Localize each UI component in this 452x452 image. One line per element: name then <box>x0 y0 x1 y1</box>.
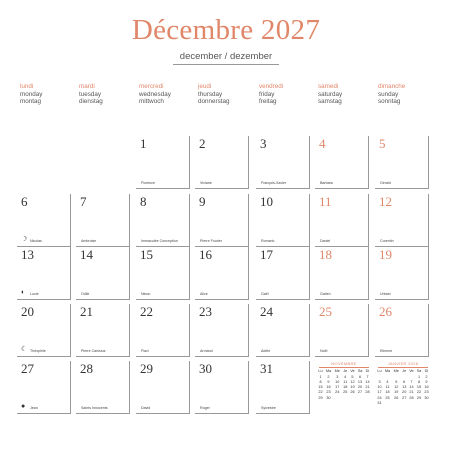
mini-calendar-day: 4 <box>386 379 389 384</box>
day-number: 15 <box>140 247 153 262</box>
saint-name: Jean <box>30 406 38 410</box>
mini-calendar-day: 10 <box>335 379 340 384</box>
weekday-label-en: wednesday <box>139 90 171 98</box>
day-cell <box>136 247 190 300</box>
day-cell <box>256 247 310 300</box>
saint-name: Barbara <box>320 181 333 185</box>
mini-calendar-day: 6 <box>403 379 406 384</box>
day-cell <box>256 361 310 414</box>
weekday-header <box>378 83 436 106</box>
moon-phase-icon: ◐ <box>21 289 26 296</box>
weekday-label-en: sunday <box>378 90 399 98</box>
mini-calendar-day <box>333 400 342 405</box>
mini-calendar-day: 22 <box>416 390 422 395</box>
mini-calendar-day: 23 <box>326 390 331 395</box>
day-number: 26 <box>379 304 392 319</box>
mini-calendar-weekday: Lu <box>318 369 323 374</box>
day-cell <box>375 247 429 300</box>
saint-name: Daniel <box>320 239 331 243</box>
mini-calendar-day: 15 <box>416 385 422 390</box>
day-number: 27 <box>21 361 34 376</box>
mini-calendar-day <box>392 400 401 405</box>
saint-name: David <box>141 406 151 410</box>
saint-name: Roger <box>200 406 210 410</box>
mini-calendar-weekday: Ma <box>384 369 391 374</box>
day-number: 12 <box>379 194 392 209</box>
saint-name: Pierre Fourier <box>200 239 222 243</box>
mini-calendar-day: 29 <box>318 395 323 400</box>
weekday-label-en: thursday <box>198 90 223 98</box>
day-cell <box>315 304 369 357</box>
saint-name: Gatien <box>320 292 331 296</box>
day-number: 18 <box>319 247 332 262</box>
mini-calendar-day: 8 <box>417 379 421 384</box>
day-number: 17 <box>260 247 273 262</box>
mini-calendar-table <box>376 369 430 406</box>
day-number: 25 <box>319 304 332 319</box>
mini-calendar-day: 9 <box>425 379 428 384</box>
mini-calendar-day: 20 <box>402 390 407 395</box>
day-cell <box>136 361 190 414</box>
weekday-label-fr: lundi <box>20 83 34 90</box>
day-number: 1 <box>140 136 147 151</box>
moon-phase-icon: ☽ <box>21 236 28 243</box>
day-cell <box>136 304 190 357</box>
mini-calendar-day <box>317 400 324 405</box>
mini-calendar-day <box>349 400 356 405</box>
mini-calendar-day: 27 <box>402 395 407 400</box>
mini-calendar-day <box>364 400 371 405</box>
mini-calendar-day: 16 <box>424 385 429 390</box>
mini-calendar-title: NOVEMBRE <box>331 361 357 366</box>
mini-calendar-day: 28 <box>409 395 414 400</box>
mini-calendar-week <box>376 400 430 405</box>
day-number: 21 <box>80 304 93 319</box>
saint-name: Gérald <box>380 181 391 185</box>
day-cell <box>76 194 130 247</box>
mini-calendar-rule <box>319 367 369 368</box>
weekday-header <box>198 83 256 106</box>
mini-calendar-day: 19 <box>394 390 399 395</box>
mini-calendar-weekday: Me <box>334 369 340 374</box>
day-number: 13 <box>21 247 34 262</box>
weekday-label-en: monday <box>20 90 43 98</box>
mini-calendar-day: 5 <box>395 379 398 384</box>
day-cell <box>195 247 249 300</box>
mini-calendar-day: 21 <box>365 385 370 390</box>
saint-name: Flavi <box>141 349 149 353</box>
mini-calendar-weekday: Sa <box>416 369 422 374</box>
mini-calendar-day: 5 <box>351 374 354 379</box>
day-number: 6 <box>21 194 28 209</box>
weekday-label-fr: mercredi <box>139 83 164 90</box>
saint-name: Nicolas <box>30 239 42 243</box>
mini-calendar-day: 22 <box>318 390 323 395</box>
day-cell <box>195 304 249 357</box>
mini-calendar-day: 28 <box>365 390 370 395</box>
mini-calendar-day: 29 <box>416 395 422 400</box>
saint-name: Immaculée Conception <box>141 239 178 243</box>
mini-calendar-day: 9 <box>327 379 330 384</box>
mini-calendar-day: 18 <box>343 385 348 390</box>
weekday-label-de: dienstag <box>79 98 103 106</box>
mini-calendar-day <box>324 400 333 405</box>
day-number: 22 <box>140 304 153 319</box>
saint-name: Ninon <box>141 292 151 296</box>
mini-calendar-day <box>356 400 364 405</box>
saint-name: Sylvestre <box>261 406 276 410</box>
weekday-header <box>79 83 137 106</box>
mini-calendar-day: 2 <box>327 374 330 379</box>
day-cell <box>76 247 130 300</box>
mini-calendar-day: 14 <box>365 379 370 384</box>
day-number: 24 <box>260 304 273 319</box>
mini-calendar-day <box>415 400 423 405</box>
day-number: 4 <box>319 136 326 151</box>
mini-calendar-day: 27 <box>357 390 363 395</box>
saint-name: Pierre Canisius <box>81 349 106 353</box>
day-number: 2 <box>199 136 206 151</box>
day-number: 16 <box>199 247 212 262</box>
day-cell <box>315 136 369 189</box>
saint-name: François-Xavier <box>261 181 287 185</box>
mini-calendar-day <box>408 400 415 405</box>
mini-calendar-day: 8 <box>319 379 322 384</box>
mini-calendar-day: 15 <box>318 385 323 390</box>
day-number: 10 <box>260 194 273 209</box>
day-cell <box>375 136 429 189</box>
weekday-label-de: montag <box>20 98 42 106</box>
page-subtitle: december / dezember <box>179 51 273 62</box>
mini-calendar-day: 16 <box>326 385 331 390</box>
mini-calendar-day: 1 <box>319 374 322 379</box>
day-cell <box>315 194 369 247</box>
mini-calendar-day: 13 <box>357 379 363 384</box>
saint-name: Théophile <box>30 349 46 353</box>
mini-calendar-weekday: Me <box>393 369 399 374</box>
saint-name: Saints Innocents <box>81 406 108 410</box>
day-cell <box>195 194 249 247</box>
day-cell <box>17 194 71 247</box>
mini-calendar-day: 11 <box>385 385 390 390</box>
mini-calendar-weekday: Ve <box>350 369 355 374</box>
day-number: 5 <box>379 136 386 151</box>
day-number: 20 <box>21 304 34 319</box>
weekday-label-de: samstag <box>318 98 342 106</box>
saint-name: Adèle <box>261 349 271 353</box>
day-cell <box>195 361 249 414</box>
day-cell <box>17 304 71 357</box>
weekday-label-fr: mardi <box>79 83 95 90</box>
saint-name: Romaric <box>261 239 275 243</box>
mini-calendar-november <box>317 361 371 414</box>
mini-calendar-day: 25 <box>343 390 348 395</box>
day-cell <box>256 194 310 247</box>
mini-calendar-day: 11 <box>343 379 348 384</box>
moon-phase-icon: ● <box>21 403 26 410</box>
mini-calendar-weekday: Je <box>343 369 348 374</box>
mini-calendar-day: 17 <box>377 390 382 395</box>
subtitle-divider <box>173 64 279 65</box>
mini-calendar-day: 7 <box>410 379 413 384</box>
saint-name: Urbain <box>380 292 391 296</box>
mini-calendar-day: 26 <box>394 395 399 400</box>
day-cell <box>375 194 429 247</box>
day-number: 29 <box>140 361 153 376</box>
mini-calendar-day: 23 <box>424 390 429 395</box>
day-number: 7 <box>80 194 87 209</box>
mini-calendar-week <box>317 400 371 405</box>
saint-name: Alice <box>200 292 208 296</box>
day-number: 14 <box>80 247 93 262</box>
weekday-label-de: mittwoch <box>139 98 164 106</box>
mini-calendar-day: 19 <box>350 385 355 390</box>
day-cell <box>315 247 369 300</box>
mini-calendar-weekday: Ma <box>325 369 332 374</box>
day-cell <box>195 136 249 189</box>
mini-calendar-weekday: Lu <box>377 369 382 374</box>
saint-name: Florence <box>141 181 155 185</box>
mini-calendar-day <box>423 400 430 405</box>
mini-calendar-day: 10 <box>377 385 382 390</box>
mini-calendar-day <box>342 400 349 405</box>
day-number: 19 <box>379 247 392 262</box>
saint-name: Etienne <box>380 349 393 353</box>
day-cell <box>256 136 310 189</box>
mini-calendar-weekday: Ve <box>409 369 414 374</box>
day-cell <box>136 194 190 247</box>
mini-calendar-weekday: Di <box>424 369 429 374</box>
mini-calendar-day: 7 <box>366 374 369 379</box>
weekday-label-de: sonntag <box>378 98 401 106</box>
weekday-header <box>20 83 78 106</box>
mini-calendar-day: 12 <box>350 379 355 384</box>
mini-calendar-day: 26 <box>350 390 355 395</box>
day-number: 9 <box>199 194 206 209</box>
day-cell <box>17 361 71 414</box>
mini-calendar-weekday: Di <box>365 369 370 374</box>
day-cell <box>17 247 71 300</box>
mini-calendar-day: 17 <box>335 385 340 390</box>
mini-calendar-day: 3 <box>378 379 381 384</box>
mini-calendar-day: 3 <box>336 374 339 379</box>
weekday-header <box>139 83 197 106</box>
day-cell <box>76 361 130 414</box>
mini-calendar-day <box>383 400 392 405</box>
mini-calendar-title: JANVIER 2028 <box>387 361 419 366</box>
saint-name: Gaël <box>261 292 269 296</box>
saint-name: Corentin <box>380 239 394 243</box>
mini-calendar-day: 12 <box>394 385 399 390</box>
day-cell <box>76 304 130 357</box>
mini-calendar-day: 14 <box>409 385 414 390</box>
mini-calendar-day: 31 <box>377 401 382 406</box>
mini-calendar-rule <box>378 367 428 368</box>
saint-name: Viviane <box>200 181 212 185</box>
saint-name: Armand <box>200 349 213 353</box>
mini-calendar-day: 30 <box>326 395 331 400</box>
saint-name: Noël <box>320 349 328 353</box>
saint-name: Ambroise <box>81 239 97 243</box>
mini-calendar-day: 20 <box>357 385 363 390</box>
moon-phase-icon: ☾ <box>21 346 28 353</box>
mini-calendar-day <box>401 400 408 405</box>
mini-calendar-day: 1 <box>417 374 421 379</box>
weekday-label-fr: samedi <box>318 83 339 90</box>
mini-calendar-table <box>317 369 371 406</box>
mini-calendar-day: 4 <box>344 374 347 379</box>
mini-calendar-weekday: Je <box>402 369 407 374</box>
day-cell <box>256 304 310 357</box>
day-number: 28 <box>80 361 93 376</box>
mini-calendar-day: 24 <box>335 390 340 395</box>
weekday-label-de: donnerstag <box>198 98 230 106</box>
mini-calendar-day: 25 <box>385 395 390 400</box>
mini-calendar-day: 30 <box>424 395 429 400</box>
day-number: 23 <box>199 304 212 319</box>
mini-calendar-day: 2 <box>425 374 428 379</box>
mini-calendar-january <box>376 361 430 414</box>
mini-calendar-day: 24 <box>377 395 382 400</box>
weekday-label-en: friday <box>259 90 275 98</box>
weekday-header <box>259 83 317 106</box>
mini-calendar-day: 21 <box>409 390 414 395</box>
day-number: 3 <box>260 136 267 151</box>
day-number: 11 <box>319 194 332 209</box>
day-number: 31 <box>260 361 273 376</box>
mini-calendar-day: 18 <box>385 390 390 395</box>
weekday-label-de: freitag <box>259 98 277 106</box>
page-title: Décembre 2027 <box>131 14 321 46</box>
saint-name: Odile <box>81 292 90 296</box>
weekday-label-fr: vendredi <box>259 83 284 90</box>
saint-name: Lucie <box>30 292 39 296</box>
day-cell <box>375 304 429 357</box>
mini-calendar-day: 6 <box>358 374 362 379</box>
weekday-label-fr: jeudi <box>198 83 212 90</box>
day-number: 30 <box>199 361 212 376</box>
day-cell <box>136 136 190 189</box>
weekday-label-fr: dimanche <box>378 83 406 90</box>
weekday-header <box>318 83 376 106</box>
day-number: 8 <box>140 194 147 209</box>
weekday-label-en: saturday <box>318 90 343 98</box>
mini-calendar-weekday: Sa <box>357 369 363 374</box>
mini-calendar-day: 13 <box>402 385 407 390</box>
weekday-label-en: tuesday <box>79 90 102 98</box>
